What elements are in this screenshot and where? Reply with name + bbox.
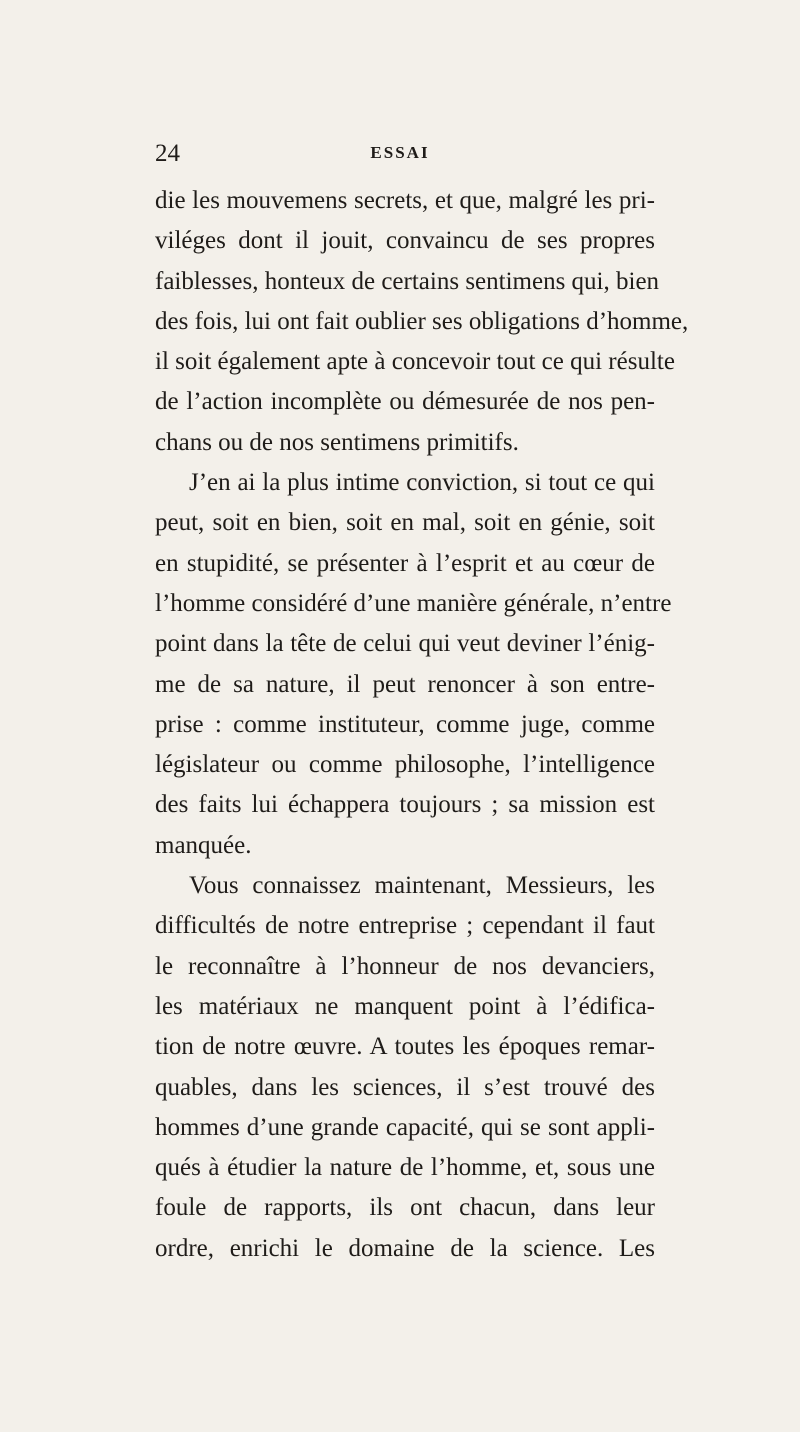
- page-number: 24: [155, 140, 180, 167]
- text-line: en stupidité, se présenter à l’esprit et au cœur de: [155, 549, 655, 577]
- text-line: viléges dont il jouit, convaincu de ses propres: [155, 227, 655, 255]
- text-line: ordre, enrichi le domaine de la science. Les: [155, 1234, 655, 1262]
- text-line: l’homme considéré d’une manière générale, n’entre: [155, 589, 672, 617]
- text-line: Vous connaissez maintenant, Messieurs, les: [189, 872, 655, 900]
- text-line: les matériaux ne manquent point à l’édifica-: [155, 992, 655, 1020]
- text-line: prise : comme instituteur, comme juge, comme: [155, 710, 655, 738]
- text-line: faiblesses, honteux de certains sentimens qui, bien: [155, 267, 660, 295]
- text-line: il soit également apte à concevoir tout ce qui résulte: [155, 348, 675, 376]
- text-line: des fois, lui ont fait oublier ses obligations d’homme,: [155, 307, 689, 335]
- text-line: peut, soit en bien, soit en mal, soit en génie, soit: [155, 509, 655, 537]
- text-line: tion de notre œuvre. A toutes les époques remar-: [155, 1033, 655, 1061]
- text-line: de l’action incomplète ou démesurée de nos pen-: [155, 388, 655, 416]
- body-text: [155, 181, 689, 1269]
- text-line: me de sa nature, il peut renoncer à son entre-: [155, 670, 655, 698]
- text-line: qués à étudier la nature de l’homme, et, sous une: [155, 1154, 655, 1182]
- text-line: J’en ai la plus intime conviction, si tout ce qui: [189, 469, 655, 497]
- text-line: difficultés de notre entreprise ; cependant il faut: [155, 912, 655, 940]
- text-line: point dans la tête de celui qui veut deviner l’énig-: [155, 630, 655, 658]
- text-line: des faits lui échappera toujours ; sa mission est: [155, 791, 655, 819]
- text-line: die les mouvemens secrets, et que, malgré les pri-: [155, 187, 655, 214]
- text-line: manquée.: [155, 831, 252, 859]
- running-head: ESSAI: [370, 143, 430, 162]
- text-line: hommes d’une grande capacité, qui se sont appli-: [155, 1113, 655, 1141]
- text-line: foule de rapports, ils ont chacun, dans leur: [155, 1194, 655, 1222]
- text-line: quables, dans les sciences, il s’est trouvé des: [155, 1073, 655, 1101]
- text-line: législateur ou comme philosophe, l’intelligence: [155, 751, 655, 779]
- text-line: le reconnaître à l’honneur de nos devanciers,: [155, 952, 655, 980]
- text-line: chans ou de nos sentimens primitifs.: [155, 428, 519, 456]
